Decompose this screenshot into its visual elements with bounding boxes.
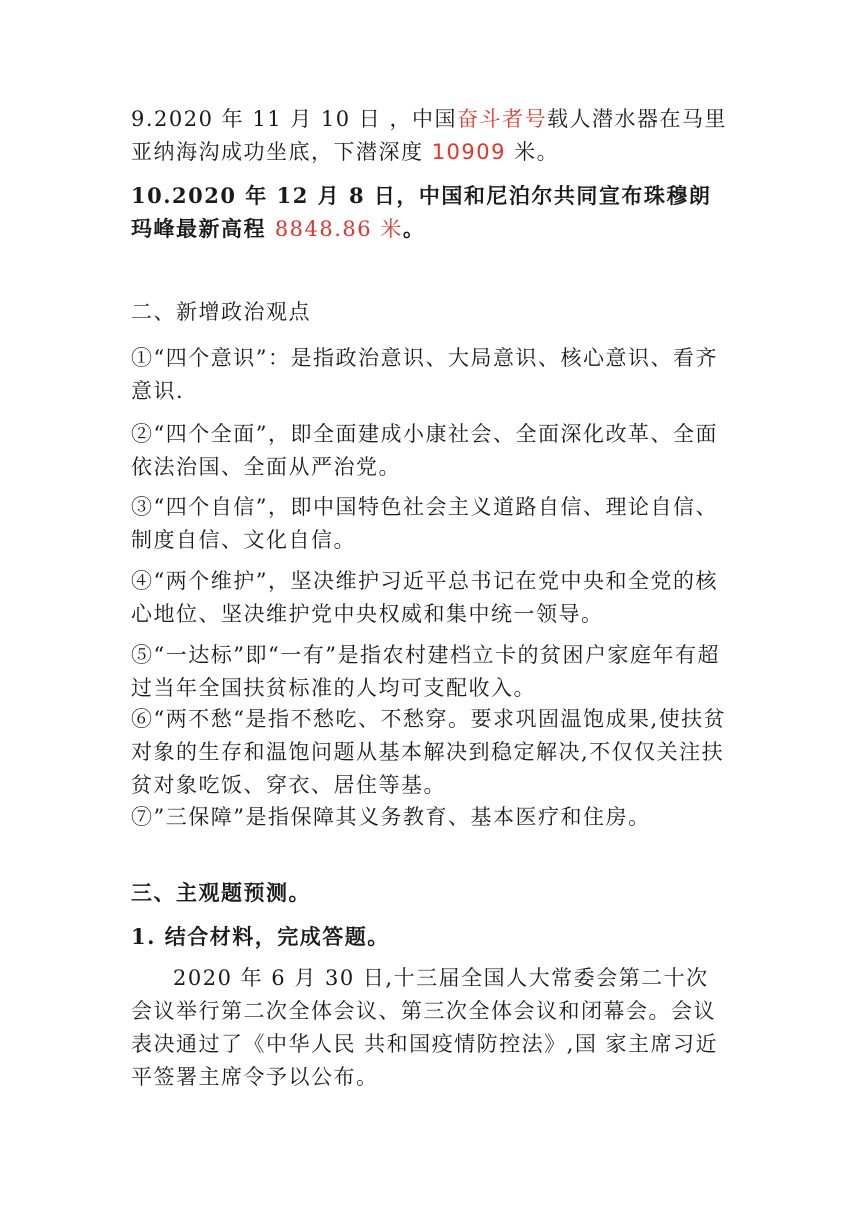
item-9-middle: 载人潜水器在马里亚纳海沟成功坐底，下潜深度 bbox=[131, 107, 727, 164]
point-2: ②“四个全面”，即全面建成小康社会、全面深化改革、全面依法治国、全面从严治党。 bbox=[131, 422, 718, 479]
section-3-title: 三、主观题预测。 bbox=[131, 880, 311, 905]
section-2-title: 二、新增政治观点 bbox=[131, 300, 311, 324]
item-9-prefix: 9.2020 年 11 月 10 日 ，中国 bbox=[131, 107, 457, 131]
item-10-suffix: 。 bbox=[402, 216, 426, 241]
item-10-prefix: 10.2020 年 12 月 8 日，中国和尼泊尔共同宣布珠穆朗玛峰最新高程 bbox=[131, 183, 712, 241]
point-6: ⑥“两不愁“是指不愁吃、不愁穿。要求巩固温饱成果,使扶贫对象的生存和温饱问题从基本解决到稳定解决,不仅仅关注扶贫对象吃饭、穿衣、居住等基。 bbox=[131, 707, 727, 797]
point-1: ①“四个意识”：是指政治意识、大局意识、核心意识、看齐意识. bbox=[131, 346, 718, 403]
point-4: ④“两个维护”，坚决维护习近平总书记在党中央和全党的核心地位、坚决维护党中央权威和集中统一领导。 bbox=[131, 569, 718, 626]
item-9 bbox=[131, 103, 731, 169]
point-5: ⑤“一达标”即“一有”是指农村建档立卡的贫困户家庭年有超过当年全国扶贫标准的人均可支配收入。 bbox=[131, 643, 720, 700]
question-1-body: 2020 年 6 月 30 日,十三届全国人大常委会第二十次会议举行第二次全体会议、第三次全体会议和闭幕会。会议表决通过了《中华人民 共和国疫情防控法》,国 家主席习近平签署主席令予以公布。 bbox=[131, 966, 719, 1089]
item-9-highlight-vessel: 奋斗者号 bbox=[456, 107, 547, 131]
item-10 bbox=[131, 179, 731, 246]
item-10-highlight-height: 8848.86 米 bbox=[274, 217, 403, 241]
item-9-suffix: 米。 bbox=[506, 140, 560, 164]
point-3: ③“四个自信”，即中国特色社会主义道路自信、理论自信、制度自信、文化自信。 bbox=[131, 495, 718, 552]
point-7: ⑦”三保障”是指保障其义务教育、基本医疗和住房。 bbox=[131, 805, 651, 829]
item-9-highlight-depth: 10909 bbox=[431, 140, 506, 164]
question-1-title: 1. 结合材料，完成答题。 bbox=[131, 924, 390, 949]
